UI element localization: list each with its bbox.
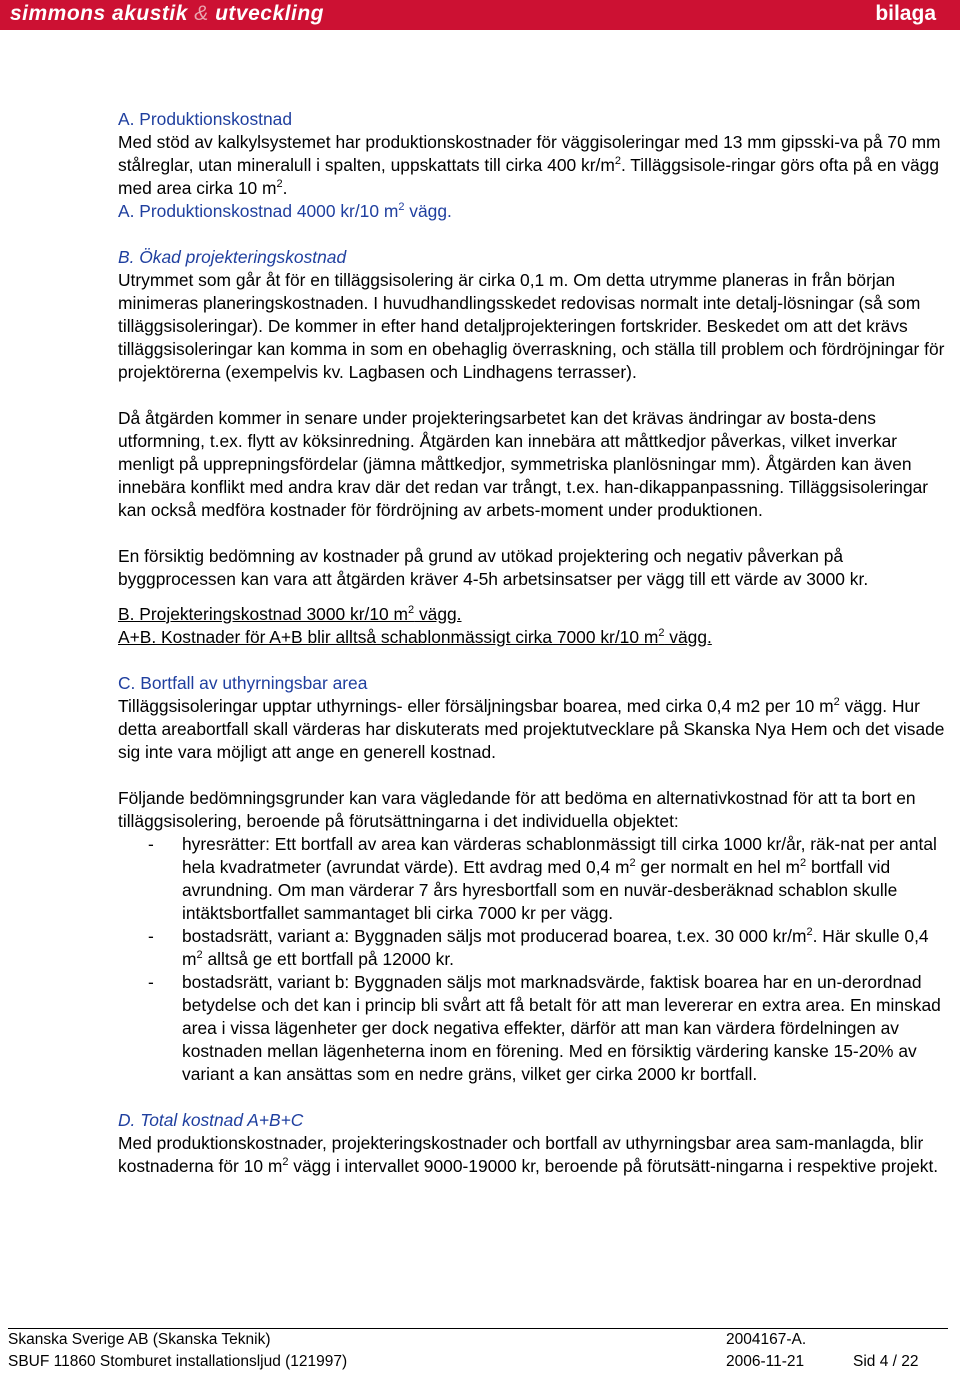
- footer-page-number: Sid 4 / 22: [853, 1353, 919, 1370]
- header-banner: [0, 0, 960, 30]
- list-item: - bostadsrätt, variant b: Byggnaden säljs mot marknadsvärde, faktisk boarea har en un-derordnad betydelse och det kan i princip bli svårt att få betalt för att man levererar en extra area. En minskad area i vissa lägenheter ger dock negativa effekter, därför att man kan värdera fördelningen av kostnaden mellan lägenheterna inom en förening. Med en försiktig värdering kanske 15-20% av variant a kan ansättas som en nedre gräns, vilket ger cirka 2000 kr bortfall.: [148, 972, 941, 1084]
- document-body: [118, 108, 950, 1178]
- footer-project: SBUF 11860 Stomburet installationsljud (121997): [8, 1353, 348, 1370]
- footer-company: Skanska Sverige AB (Skanska Teknik): [8, 1331, 271, 1348]
- footer-date: 2006-11-21: [726, 1353, 805, 1370]
- section-d-para: Med produktionskostnader, projekteringskostnader och bortfall av uthyrningsbar area sam-manlagda, blir kostnaderna för 10 $m^2$ vägg i intervallet 9000-19000 kr, beroende på förutsätt-ningarna i respektive projekt.: [118, 1133, 939, 1176]
- section-c-para-2: Följande bedömningsgrunder kan vara vägledande för att bedöma en alternativkostnad för att ta bort en tilläggsisolering, beroende på förutsättningarna i det individuella objektet:: [118, 788, 916, 831]
- section-d-heading: D. Total kostnad A+B+C: [118, 1110, 304, 1130]
- list-item: - hyresrätter: Ett bortfall av area kan värderas schablonmässigt till cirka 1000 kr/år, räk-nat per antal hela kvadratmeter (avrundat värde). Ett avdrag med 0,4 $m^2$ ger normalt en hel $m^2$ bortfall vid avrundning. Om man värderar 7 års hyresbortfall som en nuvär-desberäknad schablon skulle intäktsbortfallet sammantaget bli cirka 7000 kr per vägg.: [148, 834, 937, 923]
- section-ab-summary: A+B. Kostnader för A+B blir alltså schablonmässigt cirka 7000 kr/10 $m^2$ vägg.: [118, 627, 712, 647]
- section-b-para-3: En försiktig bedömning av kostnader på grund av utökad projektering och negativ påverkan på byggprocessen kan vara att åtgärden kräver 4-5h arbetsinsatser per vägg till ett värde av 3000 kr.: [118, 546, 869, 589]
- section-a-summary: A. Produktionskostnad 4000 kr/10 $m^2$ vägg.: [118, 201, 452, 221]
- brand-name-part2: utveckling: [215, 2, 324, 25]
- footer-report-number: 2004167-A.: [726, 1331, 807, 1348]
- page-footer: [8, 1328, 948, 1373]
- section-b-para-2: Då åtgärden kommer in senare under projekteringsarbetet kan det krävas ändringar av bosta-dens utformning, t.ex. flytt av köksinredning. Åtgärden kan innebära att måttkedjor påverkas, vilket inverkar menligt på upprepningsfördelar (jämna måttkedjor, symmetriska planlösningar mm). Åtgärden kan även innebära konflikt med andra krav där det redan var trångt, t.ex. han-dikappanpassning. Tilläggsisoleringar kan också medföra kostnader för fördröjning av arbets-moment under produktionen.: [118, 408, 929, 520]
- section-b-para-1: Utrymmet som går åt för en tilläggsisolering är cirka 0,1 m. Om detta utrymme planeras in från början minimeras planeringskostnaden. I huvudhandlingsskedet redovisas normalt inte detalj-lösningar (så som tilläggsisoleringar). De kommer in efter hand detaljprojekteringen fortskrider. Beskedet om att det krävs tilläggsisoleringar kan komma in som en obehaglig överraskning, och ställa till problem och fördröjningar för projektörerna (exempelvis kv. Lagbasen och Lindhagens terrasser).: [118, 270, 945, 382]
- brand-name-part1: simmons akustik: [10, 2, 188, 25]
- list-item: - bostadsrätt, variant a: Byggnaden säljs mot producerad boarea, t.ex. 30 000 $kr/m^2$. Här skulle 0,4 $m^2$ alltså ge ett bortfall på 12000 kr.: [148, 926, 929, 969]
- appendix-label: bilaga: [875, 2, 936, 25]
- section-c-para-1: Tilläggsisoleringar upptar uthyrnings- eller försäljningsbar boarea, med cirka 0,4 m2 per 10 $m^2$ vägg. Hur detta areabortfall skall värderas har diskuterats med projektutvecklare på Skanska Nya Hem och det visade sig inte vara möjligt att ange en generell kostnad.: [118, 696, 945, 762]
- section-c-heading: C. Bortfall av uthyrningsbar area: [118, 673, 368, 693]
- brand-logo: [10, 2, 324, 26]
- section-b-heading: B. Ökad projekteringskostnad: [118, 247, 347, 267]
- section-b-summary: B. Projekteringskostnad 3000 kr/10 $m^2$ vägg.: [118, 604, 462, 624]
- brand-ampersand: &: [194, 2, 209, 25]
- section-a-body: Med stöd av kalkylsystemet har produktionskostnader för väggisoleringar med 13 mm gipsski-va på 70 mm stålreglar, utan mineralull i spalten, uppskattats till cirka 400 $kr/m^2$. Tilläggsisole-ringar görs ofta på en vägg med area cirka 10 $m^2$.: [118, 132, 941, 198]
- section-a-heading: A. Produktionskostnad: [118, 109, 293, 129]
- section-c-bullet-list: [118, 833, 950, 1086]
